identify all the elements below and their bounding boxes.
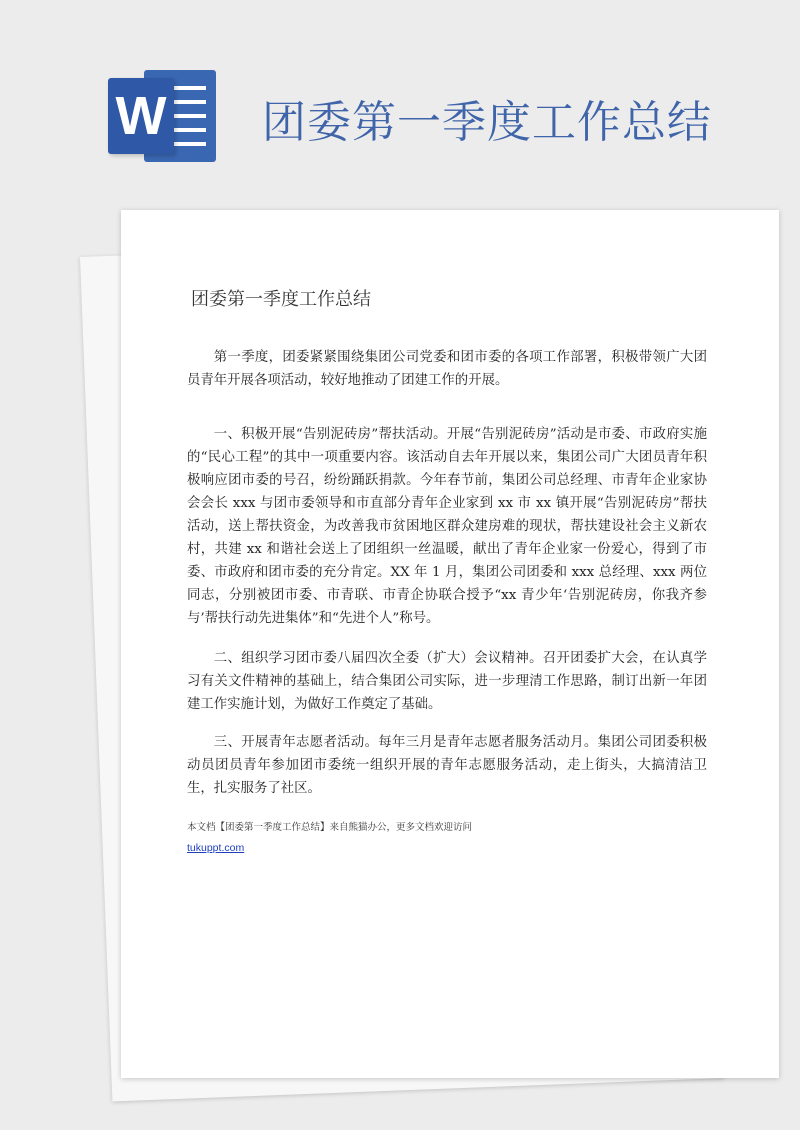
banner-title: 团委第一季度工作总结 <box>262 97 712 148</box>
paragraph-section-1: 一、积极开展“告别泥砖房”帮扶活动。开展“告别泥砖房”活动是市委、市政府实施的“民心工程”的其中一项重要内容。该活动自去年开展以来，集团公司广大团员青年积极响应团市委的号召，纷纷踊跃捐款。今年春节前，集团公司总经理、市青年企业家协会会长 xxx 与团市委领导和市直部分青年企业家到 xx 市 xx 镇开展“告别泥砖房”帮扶活动，送上帮扶资金，为改善我市贫困地区群众建房难的现状，帮扶建设社会主义新农村，共建 xx 和谐社会送上了团组织一丝温暖，献出了青年企业家一份爱心，得到了市委、市政府和团市委的充分肯定。XX 年 1 月，集团公司团委和 xxx 总经理、xxx 两位同志，分别被团市委、市青联、市青企协联合授予“xx 青少年‘告别泥砖房，你我齐参与’帮扶行动先进集体”和“先进个人”称号。 <box>187 427 707 626</box>
paragraph-section-3: 三、开展青年志愿者活动。每年三月是青年志愿者服务活动月。集团公司团委积极动员团员青年参加团市委统一组织开展的青年志愿服务活动，走上街头，大搞清洁卫生，扎实服务了社区。 <box>187 735 707 796</box>
word-icon-letter: W <box>108 78 174 154</box>
document-page <box>121 210 779 1078</box>
paragraph-section-2: 二、组织学习团市委八届四次全委（扩大）会议精神。召开团委扩大会，在认真学习有关文件精神的基础上，结合集团公司实际，进一步理清工作思路，制订出新一年团建工作实施计划，为做好工作奠定了基础。 <box>187 651 707 712</box>
source-note: 本文档【团委第一季度工作总结】来自熊猫办公，更多文档欢迎访问 <box>187 822 473 833</box>
source-link[interactable]: tukuppt.com <box>187 842 245 854</box>
header-banner <box>0 0 800 210</box>
paragraph-intro: 第一季度，团委紧紧围绕集团公司党委和团市委的各项工作部署，积极带领广大团员青年开展各项活动，较好地推动了团建工作的开展。 <box>187 350 707 388</box>
word-document-icon <box>108 70 216 162</box>
document-title: 团委第一季度工作总结 <box>191 289 371 310</box>
